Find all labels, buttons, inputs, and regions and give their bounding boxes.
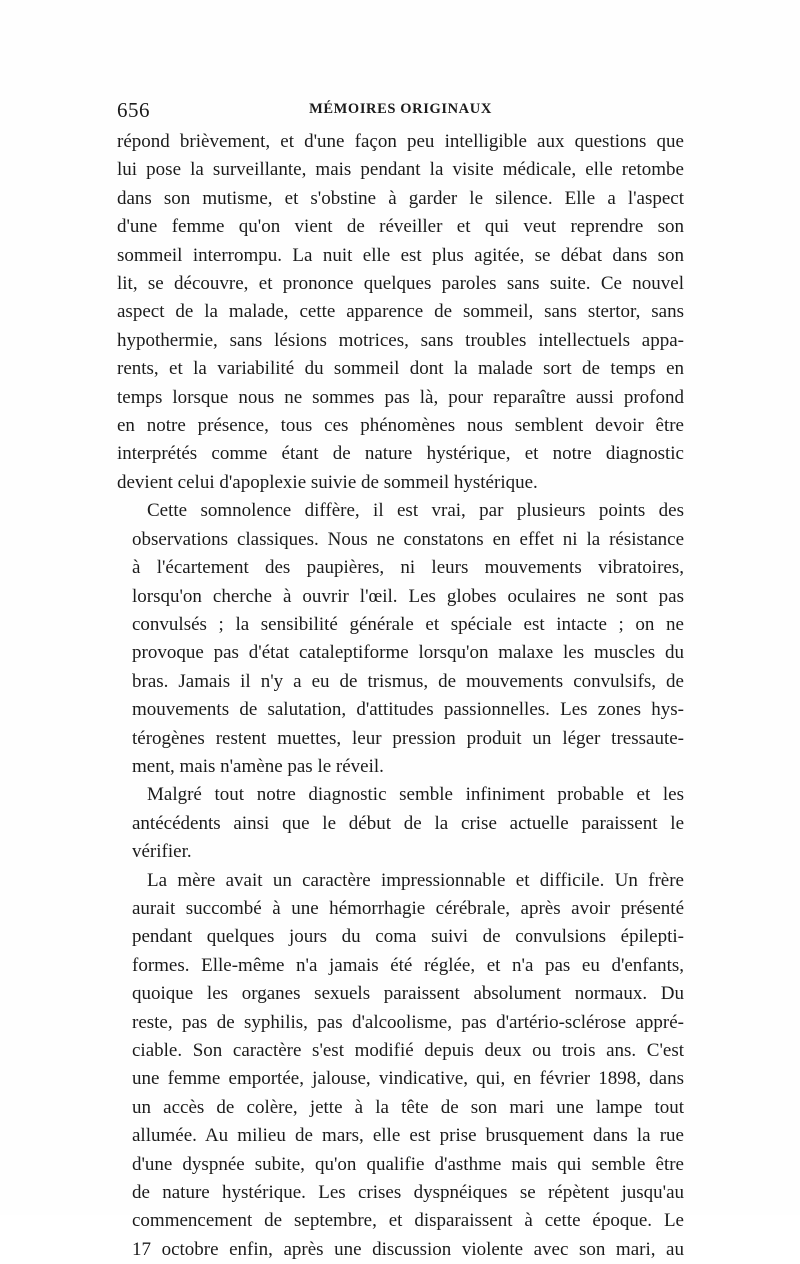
text-line: vérifier. <box>132 841 192 863</box>
text-line: ment, mais n'amène pas le réveil. <box>132 755 384 777</box>
text-line: à l'écartement des paupières, ni leurs mouvements vibratoires, <box>132 557 684 579</box>
text-line: temps lorsque nous ne sommes pas là, pour reparaître aussi profond <box>117 386 684 408</box>
text-line: un accès de colère, jette à la tête de son mari une lampe tout <box>132 1096 684 1118</box>
text-line: devient celui d'apoplexie suivie de sommeil hystérique. <box>117 471 538 493</box>
text-line: dans son mutisme, et s'obstine à garder le silence. Elle a l'aspect <box>117 187 684 209</box>
text-line: reste, pas de syphilis, pas d'alcoolisme, pas d'artério-sclérose appré- <box>132 1011 684 1033</box>
text-line: quoique les organes sexuels paraissent absolument normaux. Du <box>132 983 684 1005</box>
text-line: formes. Elle-même n'a jamais été réglée, et n'a pas eu d'enfants, <box>132 954 684 976</box>
text-line: en notre présence, tous ces phénomènes nous semblent devoir être <box>117 415 684 437</box>
journal-title: MÉMOIRES ORIGINAUX <box>309 101 492 117</box>
text-line: sommeil interrompu. La nuit elle est plus agitée, se débat dans son <box>117 244 684 266</box>
text-line: 17 octobre enfin, après une discussion violente avec son mari, au <box>132 1238 684 1260</box>
text-line: ciable. Son caractère s'est modifié depuis deux ou trois ans. C'est <box>132 1040 684 1061</box>
text-line: observations classiques. Nous ne constatons en effet ni la résistance <box>132 528 684 550</box>
text-line: pendant quelques jours du coma suivi de convulsions épilepti- <box>132 926 684 948</box>
paragraph <box>117 781 684 866</box>
text-line: bras. Jamais il n'y a eu de trismus, de mouvements convulsifs, de <box>132 670 684 692</box>
text-line: d'une dyspnée subite, qu'on qualifie d'asthme mais qui semble être <box>132 1153 684 1175</box>
text-line: une femme emportée, jalouse, vindicative, qui, en février 1898, dans <box>132 1068 684 1090</box>
text-line: hypothermie, sans lésions motrices, sans troubles intellectuels appa- <box>117 329 684 351</box>
text-line: lorsqu'on cherche à ouvrir l'œil. Les globes oculaires ne sont pas <box>132 585 684 607</box>
text-line: aurait succombé à une hémorrhagie cérébrale, après avoir présenté <box>132 897 684 919</box>
text-line: Malgré tout notre diagnostic semble infiniment probable et les <box>147 784 684 806</box>
text-line: d'une femme qu'on vient de réveiller et qui veut reprendre son <box>117 216 684 238</box>
paragraph <box>117 867 684 1264</box>
text-line: mouvements de salutation, d'attitudes passionnelles. Les zones hys- <box>132 699 684 721</box>
text-line: interprétés comme étant de nature hystérique, et notre diagnostic <box>117 443 684 465</box>
text-line: provoque pas d'état cataleptiforme lorsqu'on malaxe les muscles du <box>132 642 684 664</box>
page-number: 656 <box>117 98 150 122</box>
body-text <box>117 128 684 1264</box>
text-line: térogènes restent muettes, leur pression produit un léger tressaute- <box>132 727 684 749</box>
text-line: Cette somnolence diffère, il est vrai, par plusieurs points des <box>147 500 684 522</box>
text-line: antécédents ainsi que le début de la crise actuelle paraissent le <box>132 812 684 834</box>
text-line: convulsés ; la sensibilité générale et spéciale est intacte ; on ne <box>132 613 684 635</box>
paragraph <box>117 128 684 497</box>
text-line: lui pose la surveillante, mais pendant la visite médicale, elle retombe <box>117 159 684 181</box>
text-line: La mère avait un caractère impressionnable et difficile. Un frère <box>147 869 684 891</box>
text-line: commencement de septembre, et disparaissent à cette époque. Le <box>132 1210 684 1232</box>
running-head <box>117 98 684 126</box>
text-line: allumée. Au milieu de mars, elle est prise brusquement dans la rue <box>132 1125 684 1147</box>
text-line: répond brièvement, et d'une façon peu intelligible aux questions que <box>117 131 684 152</box>
text-line: rents, et la variabilité du sommeil dont la malade sort de temps en <box>117 358 684 380</box>
text-line: lit, se découvre, et prononce quelques paroles sans suite. Ce nouvel <box>117 273 684 295</box>
paragraph <box>117 497 684 781</box>
text-line: aspect de la malade, cette apparence de sommeil, sans stertor, sans <box>117 301 684 323</box>
text-line: de nature hystérique. Les crises dyspnéiques se répètent jusqu'au <box>132 1182 684 1204</box>
